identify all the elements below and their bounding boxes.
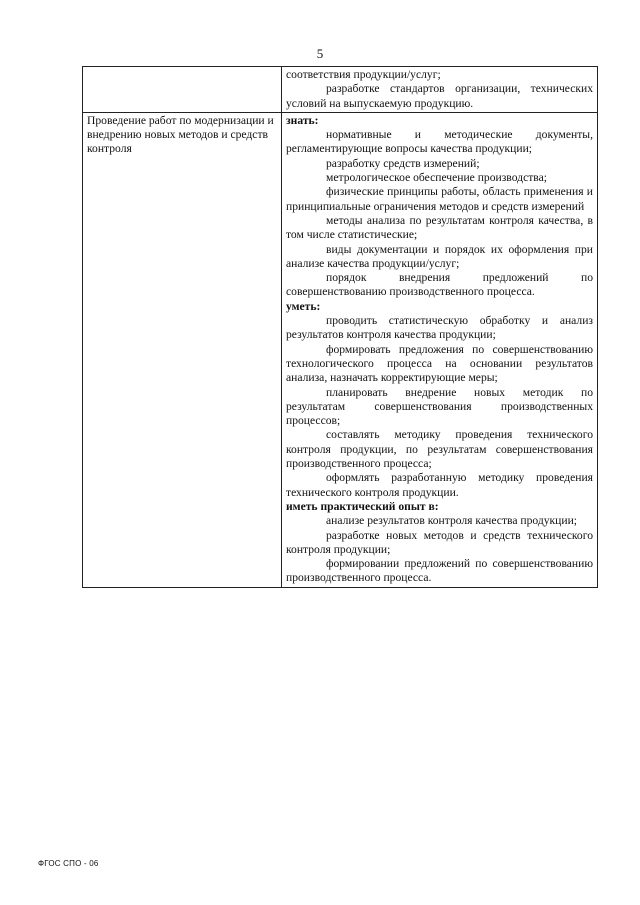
page-number: 5 xyxy=(316,46,324,61)
activity-cell xyxy=(83,112,282,587)
requirements-cell xyxy=(282,67,598,113)
requirement-item: соответствия продукции/услуг; xyxy=(286,68,441,81)
section-heading: знать: xyxy=(286,113,319,127)
section-heading: иметь практический опыт в: xyxy=(286,499,439,513)
requirement-item: составлять методику проведения технического контроля продукции, по результатам совершенствования производственного процесса; xyxy=(286,428,593,471)
requirement-item: разработку средств измерений; xyxy=(326,156,480,170)
requirement-item: оформлять разработанную методику проведения технического контроля продукции. xyxy=(286,471,593,499)
footer-label: ФГОС СПО - 06 xyxy=(38,859,99,868)
requirement-item: формировании предложений по совершенствованию производственного процесса. xyxy=(286,557,593,585)
requirement-item: проводить статистическую обработку и анализ результатов контроля качества продукции; xyxy=(286,314,593,342)
requirement-item: порядок внедрения предложений по совершенствованию производственного процесса. xyxy=(286,271,593,299)
requirement-item: планировать внедрение новых методик по результатам совершенствования производственных процессов; xyxy=(286,385,593,428)
requirement-item: методы анализа по результатам контроля качества, в том числе статистические; xyxy=(286,213,593,242)
requirement-item: анализе результатов контроля качества продукции; xyxy=(326,514,578,528)
requirement-item: формировать предложения по совершенствованию технологического процесса на основании результатов анализа, назначать корректирующие меры; xyxy=(286,342,593,385)
activity-text: Проведение работ по модернизации и внедрению новых методов и средств контроля xyxy=(87,113,274,156)
activity-cell xyxy=(83,67,282,113)
table-row xyxy=(83,112,598,587)
section-heading: уметь: xyxy=(286,299,321,313)
competency-table xyxy=(82,66,598,588)
requirement-item: виды документации и порядок их оформления при анализе качества продукции/услуг; xyxy=(286,242,593,270)
requirements-cell xyxy=(282,112,598,587)
requirement-item: физические принципы работы, область применения и принципиальные ограничения методов и средств измерений xyxy=(286,185,593,213)
requirement-item: нормативные и методические документы, регламентирующие вопросы качества продукции; xyxy=(286,128,593,156)
table-row xyxy=(83,67,598,113)
requirement-item: метрологическое обеспечение производства; xyxy=(326,171,547,185)
requirement-item: разработке стандартов организации, технических условий на выпускаемую продукцию. xyxy=(286,82,593,110)
requirement-item: разработке новых методов и средств технического контроля продукции; xyxy=(286,528,593,556)
